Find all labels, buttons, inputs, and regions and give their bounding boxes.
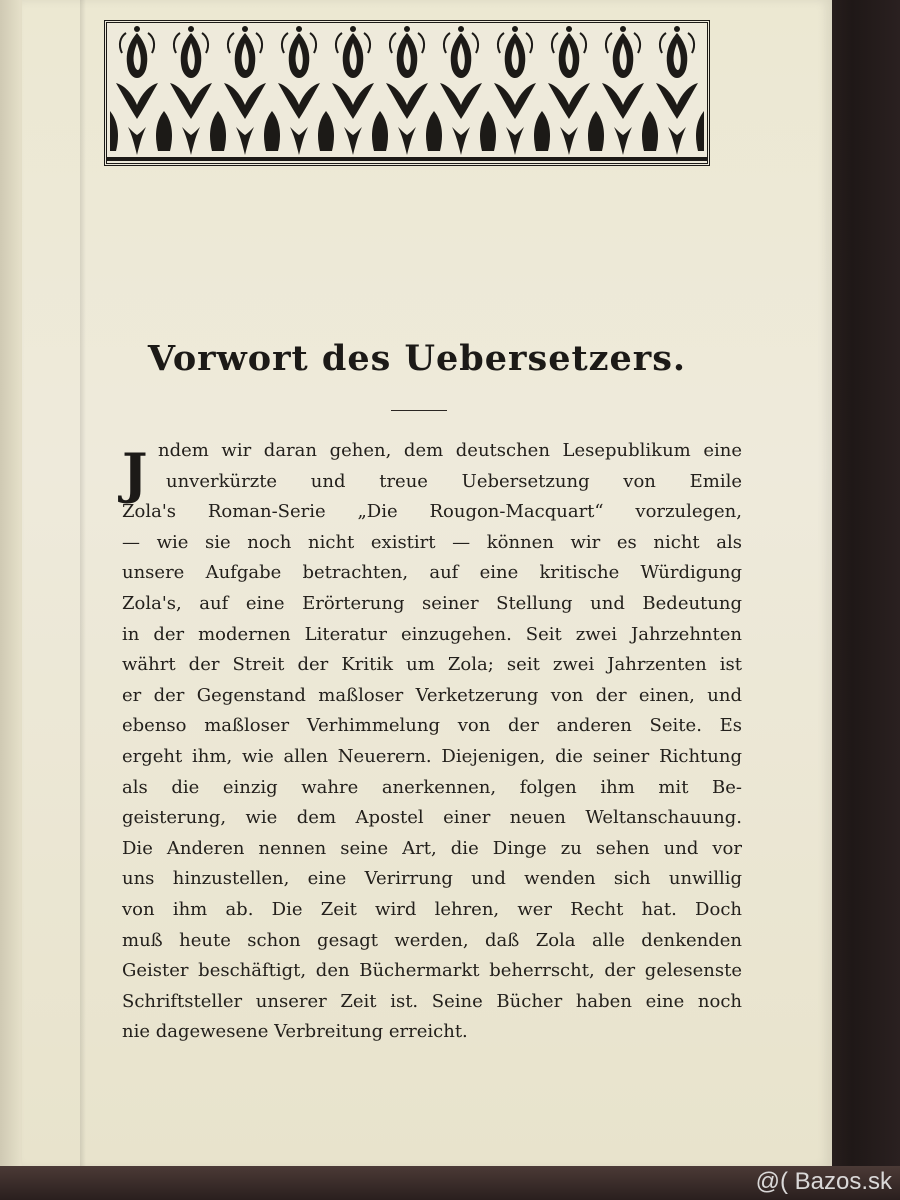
body-paragraph <box>122 440 742 1052</box>
text-line: Zola's, auf eine Erörterung seiner Stellung und Bedeutung <box>122 592 742 614</box>
text-line: in der modernen Literatur einzugehen. Seit zwei Jahrzehnten <box>122 623 742 645</box>
page-fold-shadow <box>80 0 86 1168</box>
text-line: währt der Streit der Kritik um Zola; seit zwei Jahrzenten ist <box>122 654 742 676</box>
watermark: @( Bazos.sk <box>755 1168 892 1195</box>
text-line: von ihm ab. Die Zeit wird lehren, wer Recht hat. Doch <box>122 898 742 920</box>
book-page <box>22 0 832 1168</box>
text-line: Schriftsteller unserer Zeit ist. Seine Bücher haben eine noch <box>122 990 742 1012</box>
text-line: ebenso maßloser Verhimmelung von der anderen Seite. Es <box>122 715 742 737</box>
text-line: ergeht ihm, wie allen Neuerern. Diejenigen, die seiner Richtung <box>122 745 742 767</box>
text-line: Die Anderen nennen seine Art, die Dinge zu sehen und vor <box>122 837 742 859</box>
text-line: — wie sie noch nicht existirt — können wir es nicht als <box>122 531 742 553</box>
chapter-title: Vorwort des Uebersetzers. <box>147 338 687 379</box>
text-line: Zola's Roman-Serie „Die Rougon-Macquart“ vorzulegen, <box>122 501 742 523</box>
text-line: nie dagewesene Verbreitung erreicht. <box>122 1021 468 1043</box>
text-line: Geister beschäftigt, den Büchermarkt beherrscht, der gelesenste <box>122 960 742 982</box>
text-line: unverkürzte und treue Uebersetzung von Emile <box>166 470 742 492</box>
ornament-pattern <box>107 23 707 163</box>
text-line: geisterung, wie dem Apostel einer neuen Weltanschauung. <box>122 807 742 829</box>
drop-cap: J <box>122 441 148 505</box>
title-divider <box>391 410 447 411</box>
text-line: ndem wir daran gehen, dem deutschen Lesepublikum eine <box>158 440 742 461</box>
header-ornament <box>104 20 710 166</box>
text-line: unsere Aufgabe betrachten, auf eine kritische Würdigung <box>122 562 742 584</box>
text-line: uns hinzustellen, eine Verirrung und wenden sich unwillig <box>122 868 742 890</box>
text-line: als die einzig wahre anerkennen, folgen ihm mit Be- <box>122 776 742 798</box>
text-line: er der Gegenstand maßloser Verketzerung von der einen, und <box>122 684 742 706</box>
text-line: muß heute schon gesagt werden, daß Zola alle denkenden <box>122 929 742 951</box>
